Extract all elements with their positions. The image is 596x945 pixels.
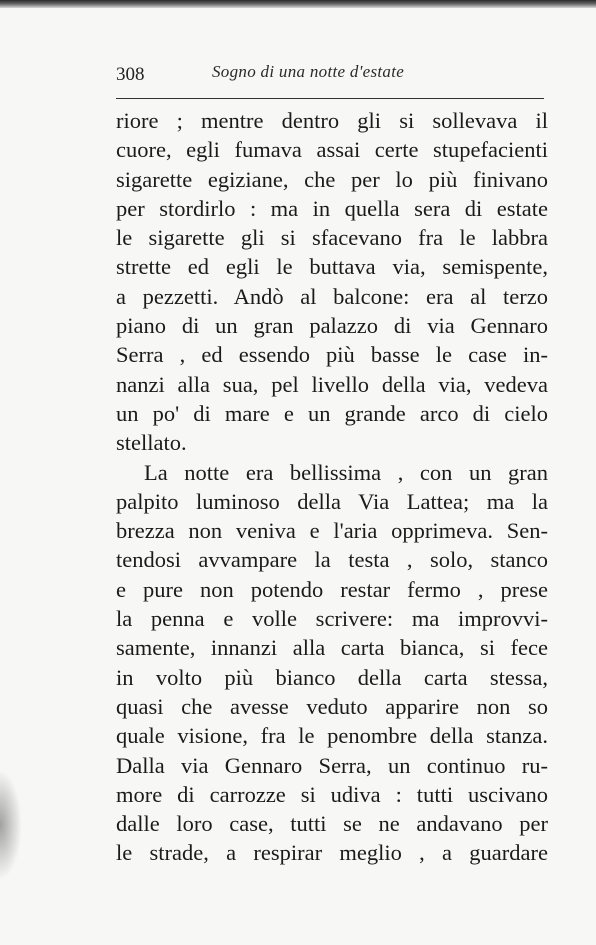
text-line: quale visione, fra le penombre della stanza. bbox=[116, 723, 548, 749]
text-line: riore ; mentre dentro gli si sollevava il bbox=[116, 108, 548, 133]
text-line: un po' di mare e un grande arco di cielo bbox=[116, 400, 548, 426]
running-title: Sogno di una notte d'estate bbox=[212, 62, 405, 81]
text-line: tendosi avvampare la testa , solo, stanco bbox=[116, 547, 548, 573]
text-line: brezza non veniva e l'aria opprimeva. Sen- bbox=[116, 518, 548, 544]
header-rule bbox=[116, 98, 544, 99]
text-line: palpito luminoso della Via Lattea; ma la bbox=[116, 488, 548, 514]
text-line: in volto più bianco della carta stessa, bbox=[116, 664, 548, 690]
text-line: strette ed egli le buttava via, semispente, bbox=[116, 254, 548, 280]
text-line: a pezzetti. Andò al balcone: era al terzo bbox=[116, 283, 548, 309]
text-line: e pure non potendo restar fermo , prese bbox=[116, 576, 548, 602]
text-line: dalle loro case, tutti se ne andavano per bbox=[116, 811, 548, 837]
text-line: sigarette egiziane, che per lo più finivano bbox=[116, 166, 548, 192]
page-top-edge bbox=[0, 0, 596, 8]
text-line: cuore, egli fumava assai certe stupefacienti bbox=[116, 137, 548, 163]
text-line: quasi che avesse veduto apparire non so bbox=[116, 693, 548, 719]
page-smudge bbox=[0, 770, 22, 880]
page-number: 308 bbox=[116, 64, 145, 85]
text-line: piano di un gran palazzo di via Gennaro bbox=[116, 313, 548, 339]
text-line: stellato. bbox=[116, 430, 187, 456]
text-line: samente, innanzi alla carta bianca, si fece bbox=[116, 635, 548, 661]
text-line: Dalla via Gennaro Serra, un continuo ru- bbox=[116, 752, 548, 778]
text-line: more di carrozze si udiva : tutti uscivano bbox=[116, 781, 548, 807]
text-line: La notte era bellissima , con un gran bbox=[144, 459, 548, 485]
body-text bbox=[116, 106, 548, 868]
text-line: nanzi alla sua, pel livello della via, vedeva bbox=[116, 371, 548, 397]
text-line: la penna e volle scrivere: ma improvvi- bbox=[116, 606, 548, 632]
text-line: le strade, a respirar meglio , a guardare bbox=[116, 840, 548, 866]
text-line: le sigarette gli si sfacevano fra le labbra bbox=[116, 225, 548, 251]
text-line: Serra , ed essendo più basse le case in- bbox=[116, 342, 548, 368]
text-line: per stordirlo : ma in quella sera di estate bbox=[116, 195, 548, 221]
page-header bbox=[116, 60, 546, 90]
